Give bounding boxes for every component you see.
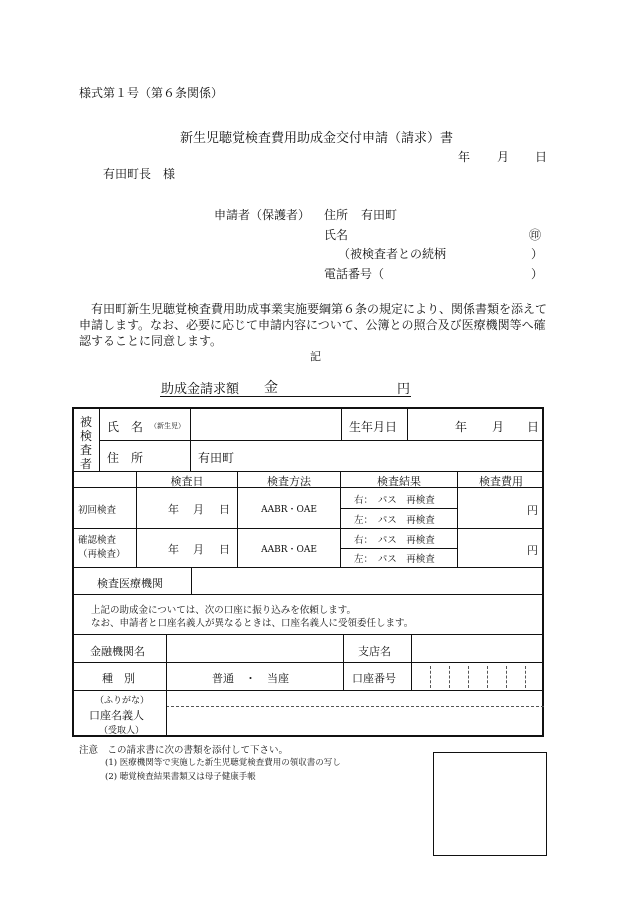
account-number-field[interactable] (413, 664, 543, 689)
institution-label: 検査医療機関 (97, 577, 163, 590)
birth-day-label: 日 (527, 420, 540, 434)
row-initial-right-result[interactable]: 右： パス 再検査 (354, 495, 435, 506)
body-line-1: 有田町新生児聴覚検査費用助成事業実施要綱第６条の規定により、関係書類を添えて (91, 302, 548, 316)
vline-subject-group (99, 408, 100, 471)
row-confirm-method[interactable]: AABR・OAE (261, 545, 317, 555)
hline-subject-mid (99, 440, 544, 441)
hline-row1-bottom (73, 528, 544, 529)
subject-name-field[interactable] (192, 410, 340, 439)
birth-date-label: 生年月日 (349, 420, 398, 434)
vline-bank-mid (343, 634, 344, 690)
birth-month-label: 月 (492, 420, 505, 434)
subject-name-note: （新生児） (150, 422, 185, 430)
row-initial-method[interactable]: AABR・OAE (261, 505, 317, 515)
institution-field[interactable] (193, 569, 543, 593)
header-exam-result: 検査結果 (377, 475, 421, 488)
form-number: 様式第１号（第６条関係） (79, 86, 224, 100)
row-initial-day: 日 (219, 503, 230, 516)
row-initial-year: 年 (168, 503, 179, 516)
row-confirm-year: 年 (168, 543, 179, 556)
phone-label: 電話番号（ (324, 267, 385, 281)
date-month-label: 月 (497, 150, 510, 164)
applicant-address-value[interactable]: 有田町 (361, 208, 398, 222)
row-initial-left-result[interactable]: 左： パス 再検査 (354, 515, 435, 526)
hline-bank-row1 (73, 662, 544, 663)
vline-institution (191, 567, 192, 594)
header-exam-cost: 検査費用 (479, 475, 523, 488)
account-type-options[interactable]: 普通 ・ 当座 (212, 672, 289, 685)
applicant-address-label: 住所 (324, 208, 349, 222)
holder-note: （受取人） (99, 726, 145, 736)
applicant-name-label: 氏名 (324, 228, 349, 242)
amount-label: 助成金請求額 (161, 382, 240, 397)
vline-subject-label (190, 408, 191, 471)
form-title: 新生児聴覚検査費用助成金交付申請（請求）書 (180, 131, 454, 146)
header-exam-date: 検査日 (170, 475, 204, 488)
row-confirm-left-result[interactable]: 左： パス 再検査 (354, 554, 435, 565)
holder-furigana-label: （ふりがな） (95, 696, 150, 706)
body-line-3: 認することに同意します。 (79, 334, 223, 348)
applicant-label: 申請者（保護者） (214, 208, 311, 222)
row-initial-label: 初回検査 (78, 505, 117, 516)
seal-mark: ㊞ (529, 228, 542, 242)
bank-notice-2: なお、申請者と口座名義人が異なるときは、口座名義人に受領委任します。 (91, 618, 414, 629)
birth-year-label: 年 (455, 420, 468, 434)
hline-furigana-dashed (166, 706, 544, 707)
bank-branch-field[interactable] (413, 636, 543, 661)
row-initial-month: 月 (193, 503, 204, 516)
subject-name-label: 氏 名 (107, 420, 144, 434)
bank-institution-field[interactable] (168, 636, 342, 661)
account-type-label: 種 別 (102, 672, 135, 685)
relation-label: （被検査者との続柄 (338, 247, 447, 261)
hline-subject-bottom (73, 471, 544, 472)
body-line-2: 申請します。なお、必要に応じて申請内容について、公簿との照合及び医療機関等へ確 (79, 318, 546, 332)
holder-label: 口座名義人 (89, 709, 144, 722)
row-confirm-label-note: （再検査） (78, 549, 126, 560)
holder-furigana-field[interactable] (168, 692, 543, 705)
bank-branch-label: 支店名 (358, 645, 391, 658)
row-confirm-label: 確認検査 (78, 535, 117, 546)
bank-notice-1: 上記の助成金については、次の口座に振り込みを依頼します。 (91, 605, 357, 616)
notes-header: 注意 この請求書に次の書類を添付して下さい。 (79, 745, 289, 756)
date-day-label: 日 (535, 150, 548, 164)
account-number-label: 口座番号 (352, 672, 396, 685)
notes-item-1: (1) 医療機関等で実施した新生児聴覚検査費用の領収書の写し (105, 758, 341, 768)
hline-row2-split (340, 548, 457, 549)
relation-close: ） (531, 247, 544, 261)
header-exam-method: 検査方法 (267, 475, 311, 488)
hline-row1-split (340, 508, 457, 509)
amount-underline (160, 396, 411, 397)
bank-institution-label: 金融機関名 (90, 645, 145, 658)
vline-birth-left (341, 408, 342, 440)
vline-bank-right (411, 634, 412, 690)
date-year-label: 年 (458, 150, 471, 164)
hline-row2-bottom (73, 567, 544, 568)
row-confirm-cost-unit: 円 (527, 544, 538, 557)
ki-mark: 記 (310, 350, 321, 363)
amount-kin: 金 (264, 380, 278, 396)
receipt-stamp-box (433, 752, 547, 856)
subject-group-label: 被検査者 (79, 415, 92, 471)
vline-bank-label (166, 634, 167, 737)
row-confirm-day: 日 (219, 543, 230, 556)
subject-address-value[interactable]: 有田町 (198, 451, 235, 465)
notes-item-2: (2) 聴覚検査結果書類又は母子健康手帳 (105, 772, 256, 782)
amount-yen: 円 (397, 382, 411, 397)
row-confirm-right-result[interactable]: 右： パス 再検査 (354, 535, 435, 546)
phone-close: ） (531, 267, 544, 281)
addressee: 有田町長 様 (103, 167, 176, 181)
row-initial-cost-unit: 円 (527, 504, 538, 517)
subject-address-label: 住 所 (107, 451, 144, 465)
hline-bank-row2 (73, 690, 544, 691)
holder-name-field[interactable] (168, 708, 543, 735)
row-confirm-month: 月 (193, 543, 204, 556)
hline-institution-bottom (73, 594, 544, 595)
vline-birth-right (407, 408, 408, 440)
hline-notice-bottom (73, 634, 544, 635)
